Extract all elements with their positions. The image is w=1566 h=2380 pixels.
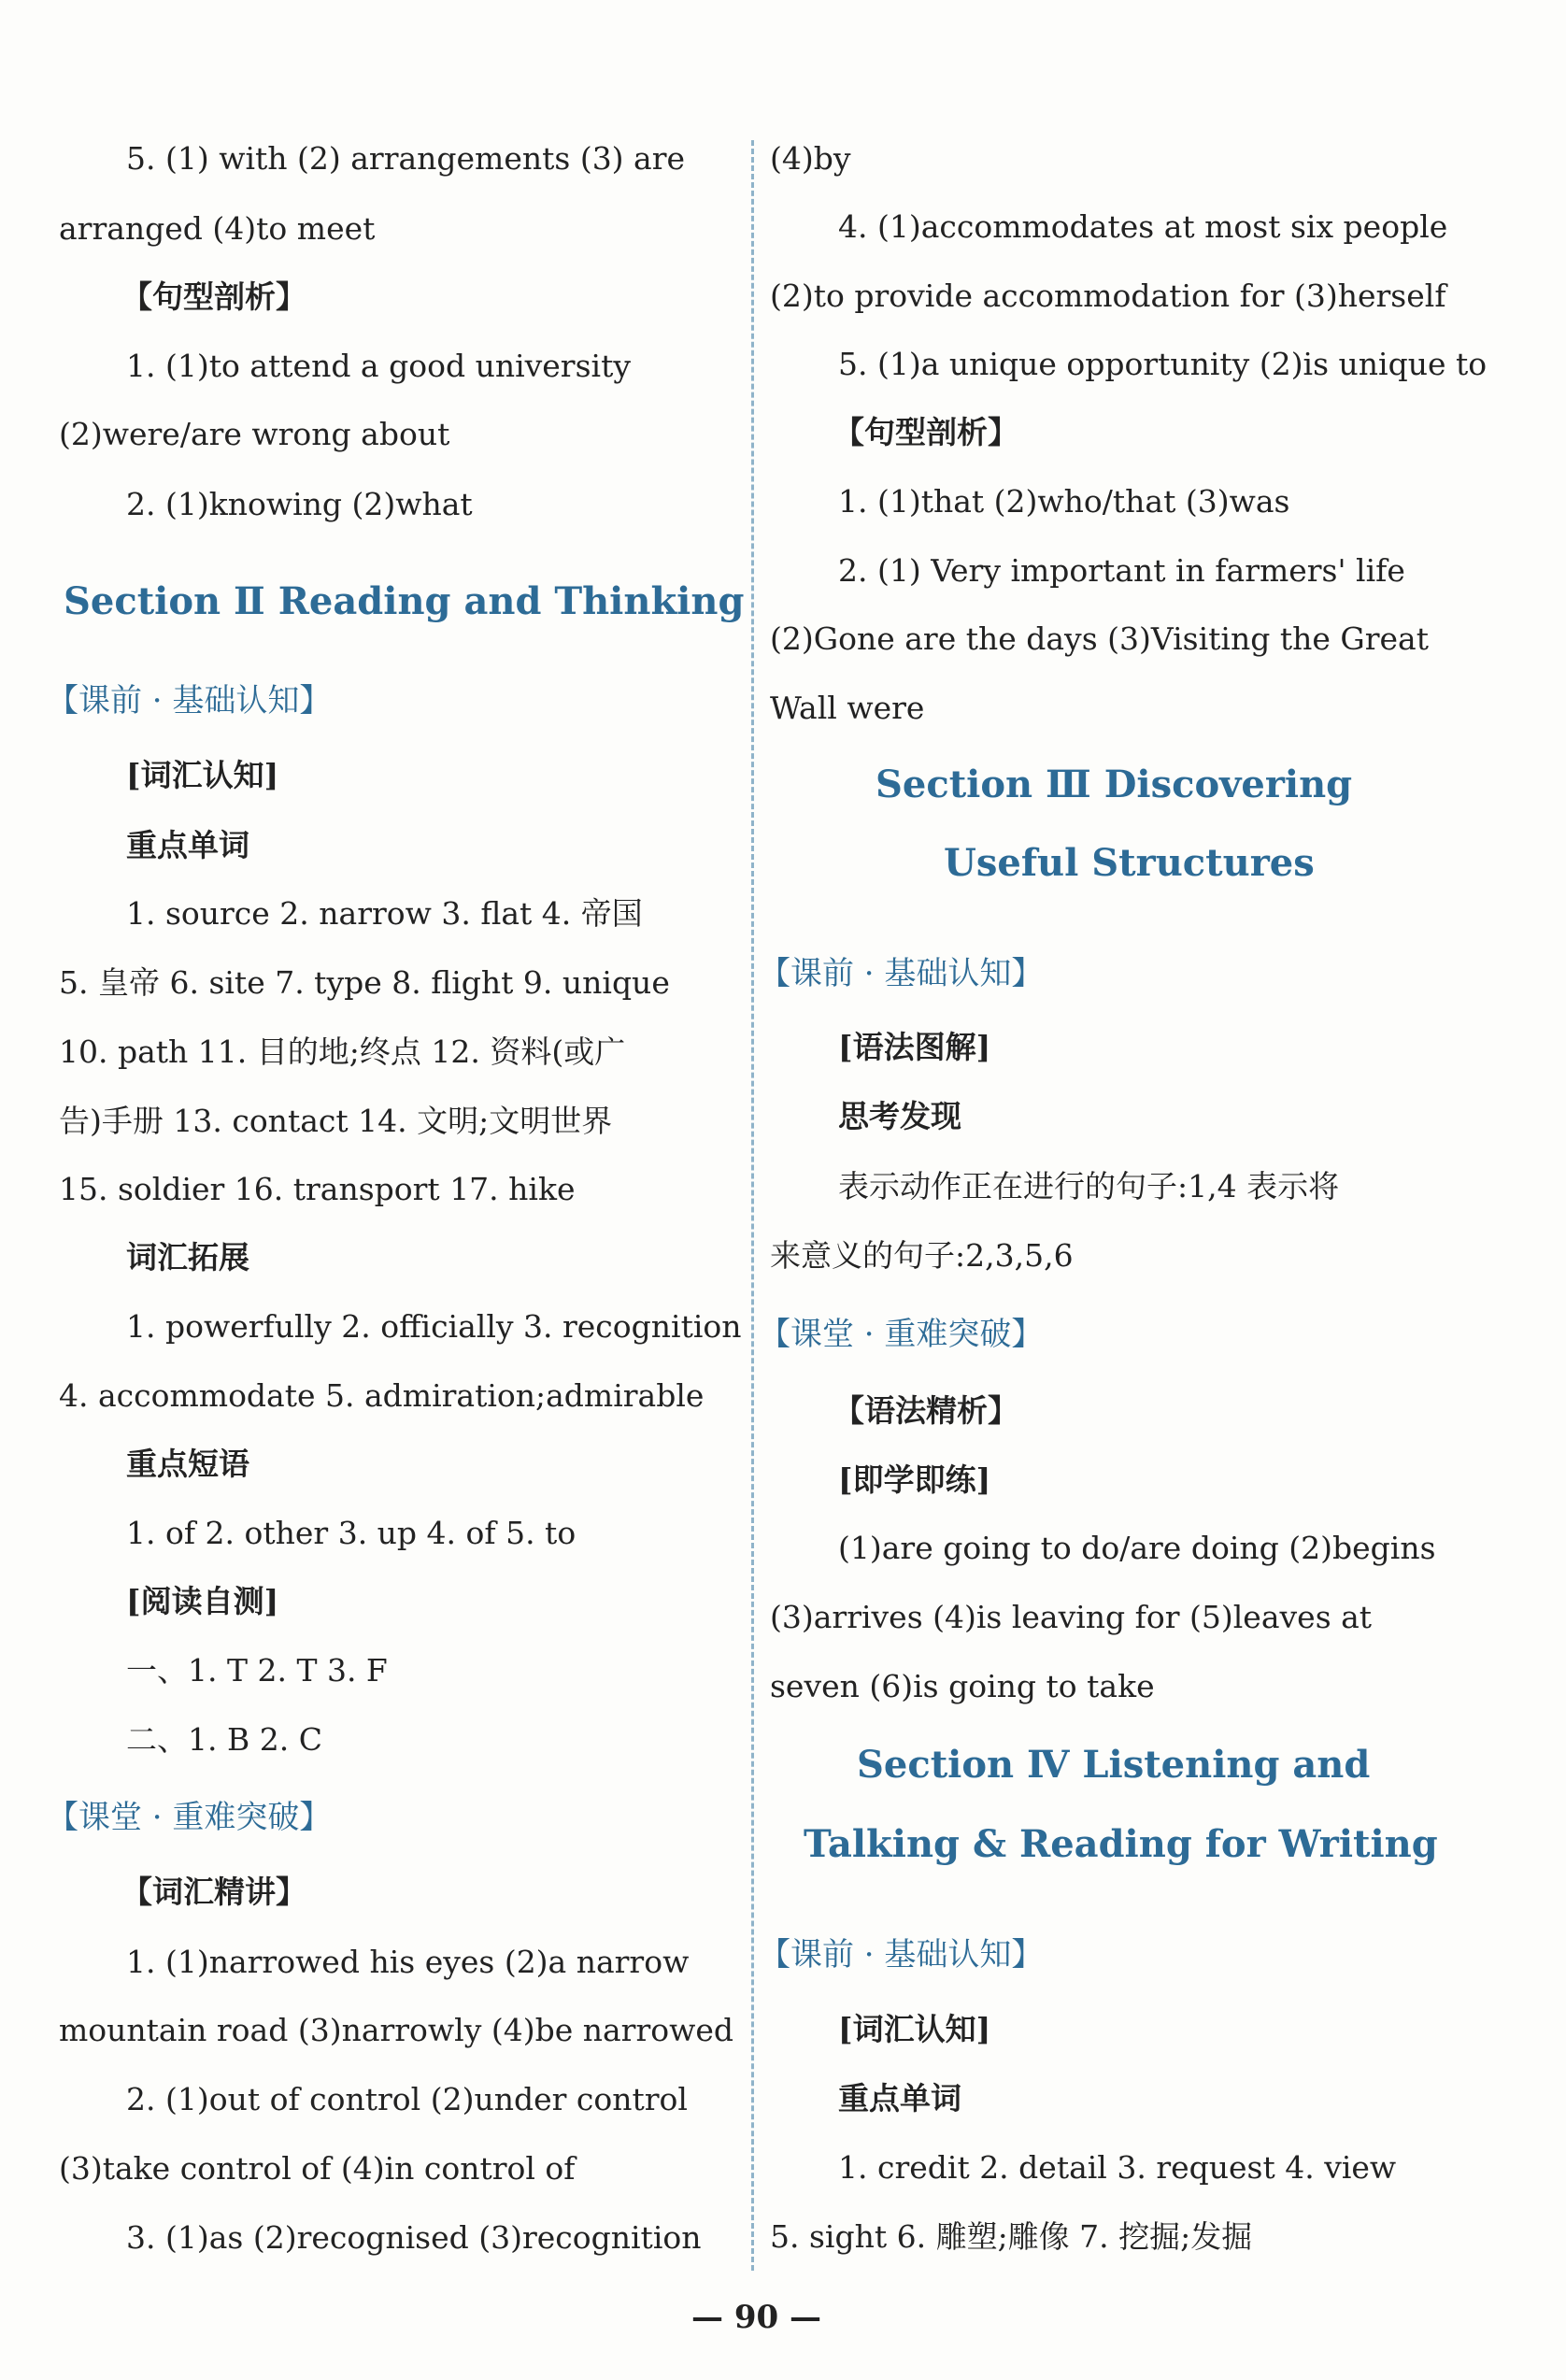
left-line-16: 1. powerfully 2. officially 3. recognition [126,1308,742,1345]
right-plain-head-26: 重点单词 [838,2080,961,2116]
left-line-0: 5. (1) with (2) arrangements (3) are [126,140,686,177]
right-plain-head-25: [词汇认知] [838,2011,991,2047]
left-plain-head-20: [阅读自测] [126,1583,279,1619]
page-number: — 90 — [691,2299,821,2336]
left-line-21: 一、1. T 2. T 3. F [126,1652,388,1689]
left-bracket-23: 【课堂 · 重难突破】 [47,1799,332,1836]
left-line-10: 1. source 2. narrow 3. flat 4. 帝国 [126,895,643,932]
right-line-28: 5. sight 6. 雕塑;雕像 7. 挖掘;发掘 [770,2218,1253,2255]
left-line-5: 2. (1)knowing (2)what [126,486,473,522]
right-line-7: (2)Gone are the days (3)Visiting the Great [770,620,1429,657]
left-line-12: 10. path 11. 目的地;终点 12. 资料(或广 [59,1033,626,1070]
right-plain-head-12: [语法图解] [838,1029,991,1065]
left-line-27: 2. (1)out of control (2)under control [126,2081,688,2117]
left-plain-head-18: 重点短语 [126,1446,249,1482]
left-line-26: mountain road (3)narrowly (4)be narrowed [59,2012,733,2048]
left-tag-24: 【词汇精讲】 [121,1874,306,1910]
right-line-27: 1. credit 2. detail 3. request 4. view [838,2149,1397,2186]
left-plain-head-15: 词汇拓展 [126,1239,249,1276]
left-sec-6: Section Ⅱ Reading and Thinking [64,579,745,623]
right-line-2: (2)to provide accommodation for (3)herself [770,278,1446,314]
left-line-14: 15. soldier 16. transport 17. hike [59,1171,576,1207]
left-bracket-7: 【课前 · 基础认知】 [47,682,332,720]
right-line-19: (1)are going to do/are doing (2)begins [838,1530,1436,1566]
right-tag-17: 【语法精析】 [833,1392,1018,1429]
right-sec-10: Useful Structures [944,841,1315,885]
left-line-19: 1. of 2. other 3. up 4. of 5. to [126,1515,577,1551]
right-bracket-11: 【课前 · 基础认知】 [759,955,1044,992]
right-line-21: seven (6)is going to take [770,1668,1155,1704]
right-tag-4: 【句型剖析】 [833,414,1018,450]
left-tag-2: 【句型剖析】 [121,278,306,315]
right-line-8: Wall were [770,690,925,726]
right-line-1: 4. (1)accommodates at most six people [838,208,1448,245]
left-plain-head-9: 重点单词 [126,827,249,863]
left-line-4: (2)were/are wrong about [59,416,450,452]
right-line-0: (4)by [770,140,851,177]
left-line-3: 1. (1)to attend a good university [126,348,631,384]
right-line-5: 1. (1)that (2)who/that (3)was [838,483,1290,520]
left-line-1: arranged (4)to meet [59,210,376,247]
right-line-14: 表示动作正在进行的句子:1,4 表示将 [838,1168,1340,1204]
right-line-20: (3)arrives (4)is leaving for (5)leaves at [770,1599,1373,1635]
right-line-3: 5. (1)a unique opportunity (2)is unique to [838,346,1488,382]
right-line-6: 2. (1) Very important in farmers' life [838,552,1405,589]
right-plain-head-18: [即学即练] [838,1461,991,1498]
left-plain-head-8: [词汇认知] [126,757,279,793]
right-bracket-16: 【课堂 · 重难突破】 [759,1316,1044,1353]
left-line-29: 3. (1)as (2)recognised (3)recognition [126,2219,702,2256]
right-sec-22: Section Ⅳ Listening and [857,1743,1371,1787]
left-line-22: 二、1. B 2. C [126,1721,322,1758]
right-sec-9: Section Ⅲ Discovering [876,762,1353,806]
left-line-28: (3)take control of (4)in control of [59,2150,576,2187]
left-line-11: 5. 皇帝 6. site 7. type 8. flight 9. unique [59,964,670,1001]
right-plain-head-13: 思考发现 [838,1098,961,1134]
left-line-13: 告)手册 13. contact 14. 文明;文明世界 [59,1103,613,1139]
right-sec-23: Talking & Reading for Writing [804,1822,1438,1866]
left-line-25: 1. (1)narrowed his eyes (2)a narrow [126,1944,690,1980]
right-line-15: 来意义的句子:2,3,5,6 [770,1237,1074,1274]
left-line-17: 4. accommodate 5. admiration;admirable [59,1377,705,1414]
column-divider [751,140,754,2271]
right-bracket-24: 【课前 · 基础认知】 [759,1936,1044,1974]
